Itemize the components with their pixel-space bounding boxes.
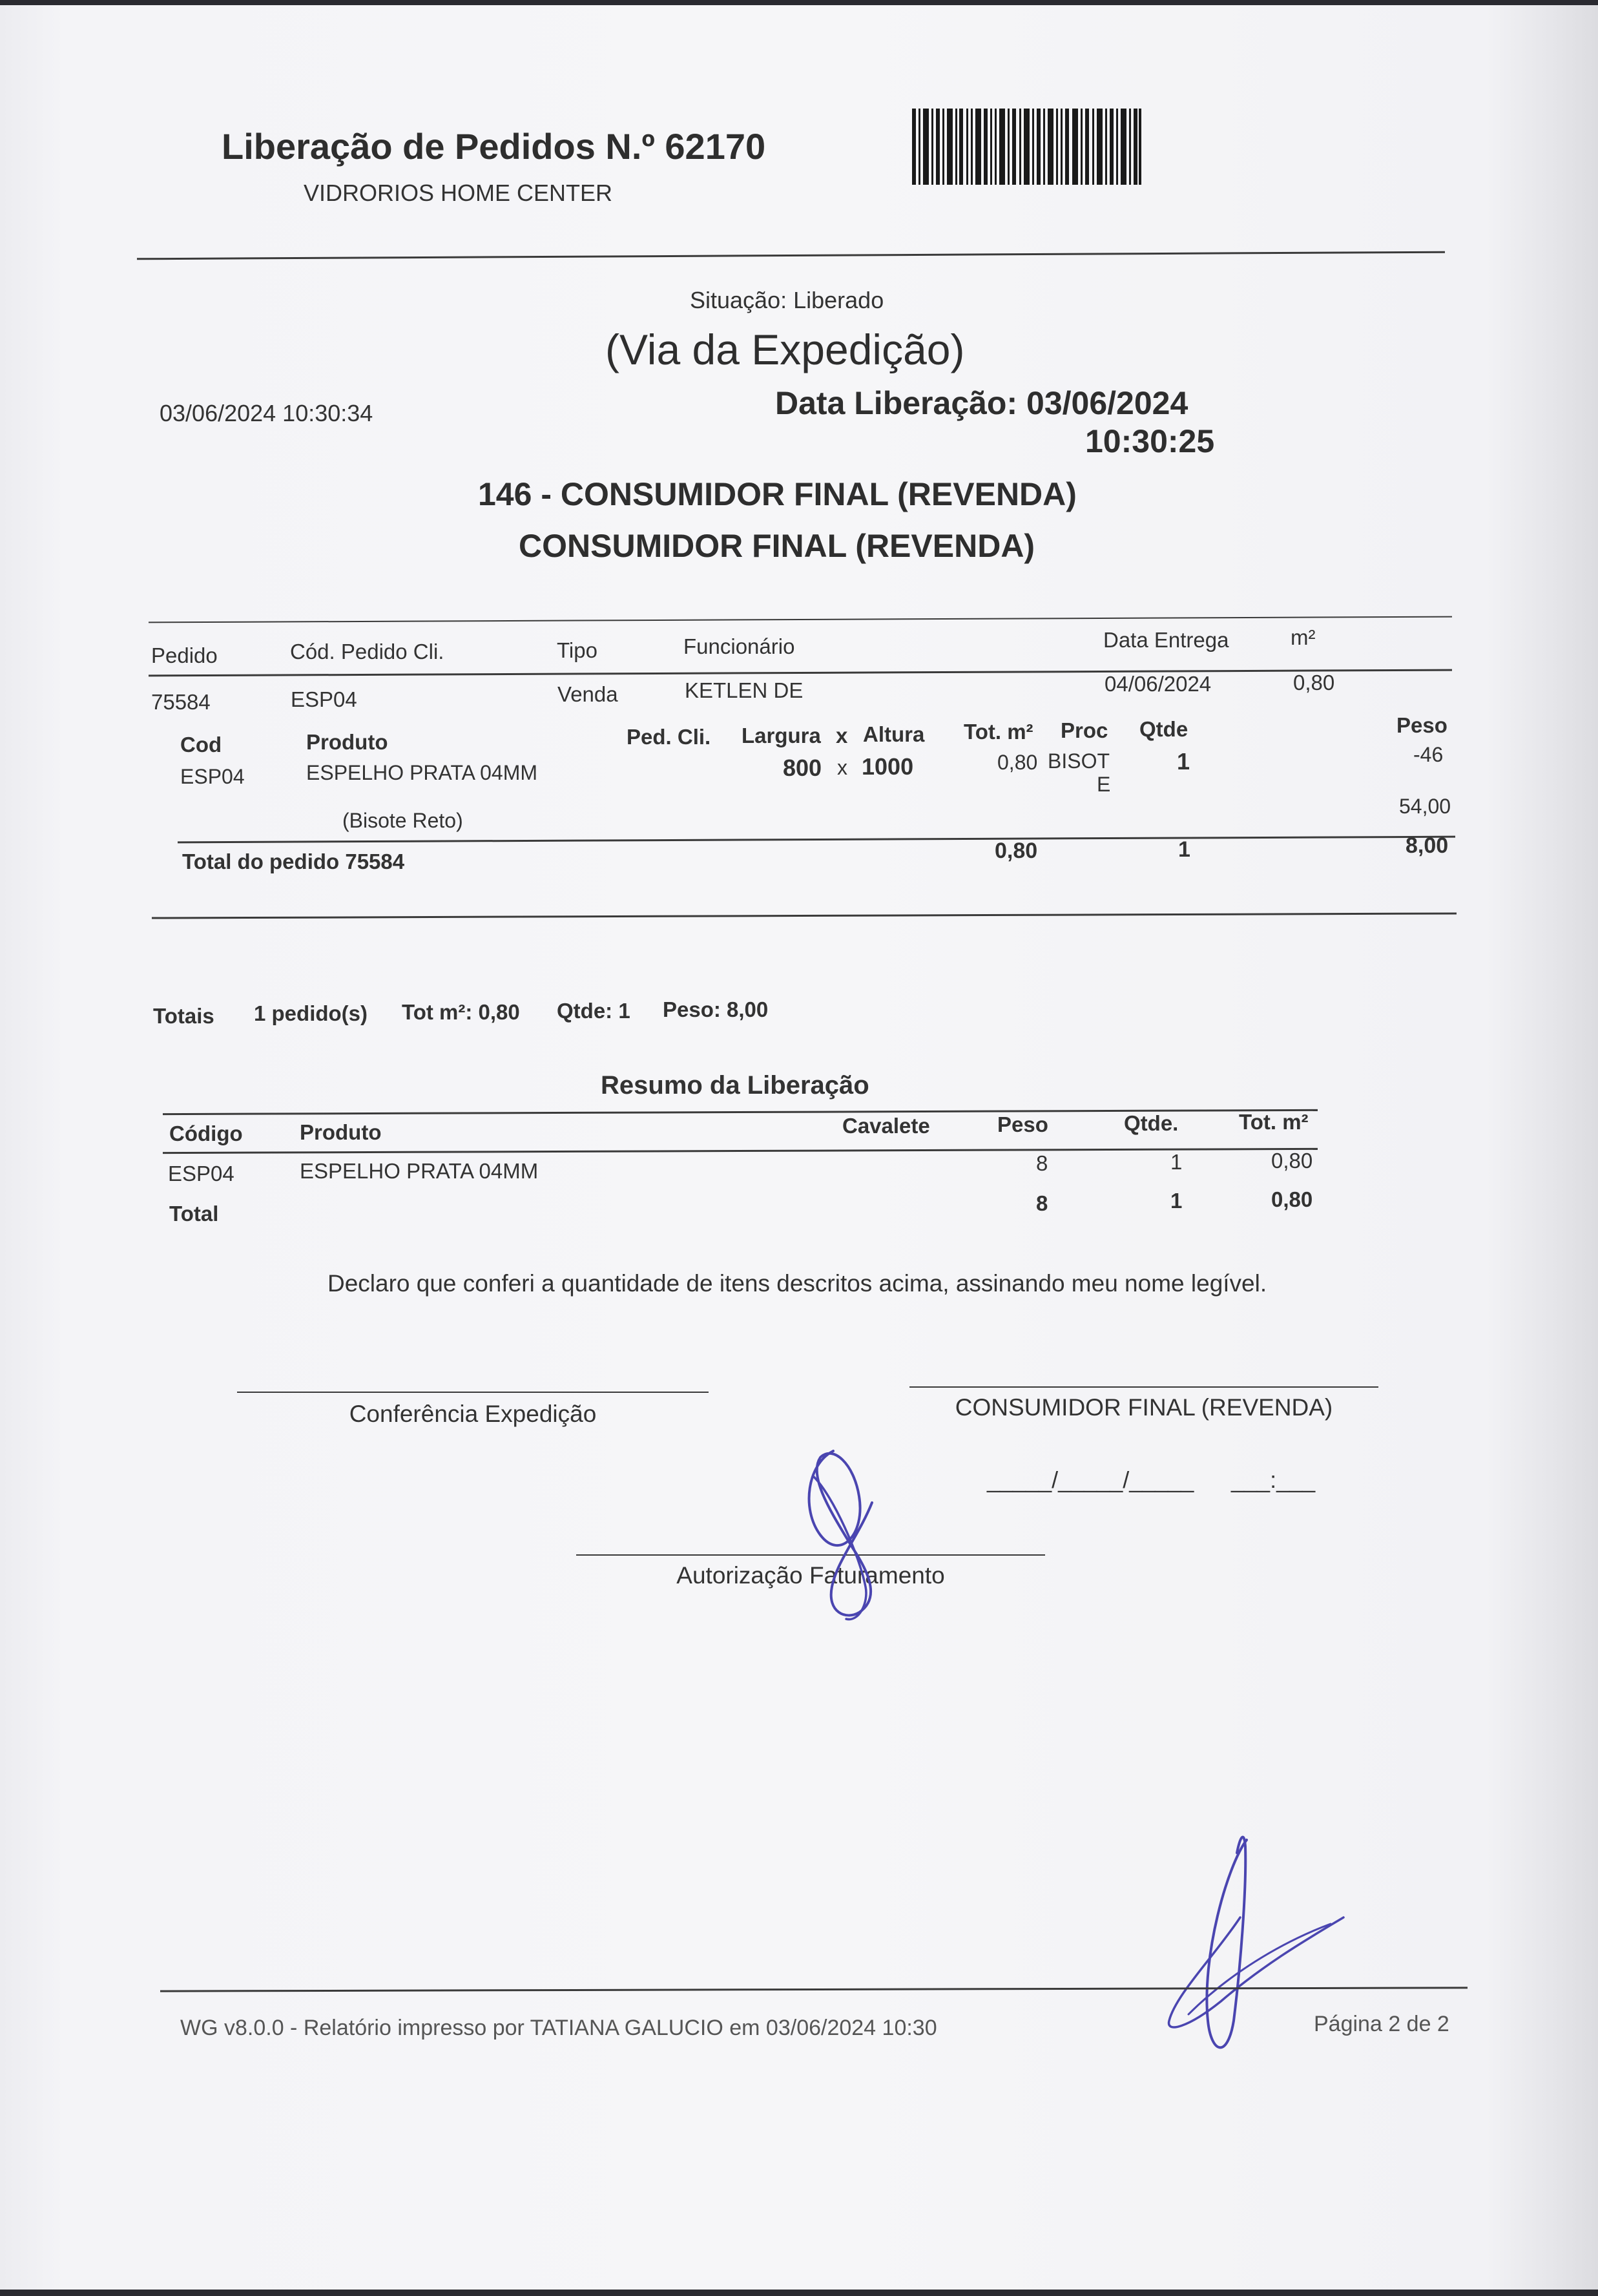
col-header-tipo: Tipo (557, 638, 597, 662)
row-funcionario: KETLEN DE (685, 678, 804, 702)
resumo-row-qtde: 1 (1170, 1150, 1183, 1174)
footer-page: Página 2 de 2 (1314, 2012, 1449, 2036)
order-header-underline (149, 669, 1452, 677)
time-blank: ___:___ (1231, 1466, 1316, 1493)
item-proc-line-2: E (1097, 773, 1111, 796)
item-qtde: 1 (1177, 748, 1190, 775)
item-header-altura: Altura (863, 722, 925, 746)
resumo-row-codigo: ESP04 (168, 1162, 234, 1185)
date-blank: _____/_____/_____ (987, 1466, 1194, 1493)
item-x: x (837, 756, 847, 779)
conferencia-label: Conferência Expedição (349, 1401, 597, 1427)
item-total-line (178, 836, 1455, 844)
item-tot-m2: 0,80 (997, 751, 1038, 774)
order-total-peso: 8,00 (1406, 833, 1449, 858)
item-largura: 800 (783, 755, 822, 781)
item-header-tot-m2: Tot. m² (964, 720, 1033, 744)
declaration-text: Declaro que conferi a quantidade de itens descritos acima, assinando meu nome legível. (327, 1270, 1267, 1297)
order-total-m2: 0,80 (995, 839, 1038, 863)
totais-peso: Peso: 8,00 (663, 997, 769, 1021)
resumo-header-qtde: Qtde. (1124, 1111, 1179, 1135)
resumo-header-produto: Produto (300, 1120, 382, 1144)
resumo-row-peso: 8 (1036, 1151, 1048, 1175)
situacao: Situação: Liberado (690, 287, 884, 313)
document-page (0, 5, 1598, 2290)
totais-m2: Tot m²: 0,80 (402, 1000, 520, 1024)
item-header-qtde: Qtde (1139, 717, 1188, 741)
order-table-top-line (149, 616, 1452, 623)
item-header-produto: Produto (306, 730, 388, 754)
order-total-label: Total do pedido 75584 (182, 850, 405, 873)
item-produto: ESPELHO PRATA 04MM (306, 761, 538, 784)
item-header-proc: Proc (1061, 718, 1108, 742)
row-cod-pedido-cli: ESP04 (291, 687, 357, 711)
data-liberacao-time: 10:30:25 (1085, 423, 1215, 459)
document-title: Liberação de Pedidos N.º 62170 (222, 126, 766, 167)
resumo-title: Resumo da Liberação (601, 1071, 869, 1100)
signature-line-consumidor (909, 1386, 1378, 1388)
item-header-largura: Largura (742, 724, 821, 747)
handwritten-signature-1 (794, 1438, 891, 1625)
footer-left: WG v8.0.0 - Relatório impresso por TATIANA GALUCIO em 03/06/2024 10:30 (180, 2016, 937, 2040)
resumo-row-tot-m2: 0,80 (1271, 1149, 1313, 1173)
row-data-entrega: 04/06/2024 (1105, 672, 1212, 696)
row-tipo: Venda (557, 682, 618, 706)
client-line-1: 146 - CONSUMIDOR FINAL (REVENDA) (478, 476, 1077, 512)
item-header-ped-cli: Ped. Cli. (627, 725, 711, 749)
resumo-row-produto: ESPELHO PRATA 04MM (300, 1159, 539, 1183)
resumo-header-codigo: Código (169, 1122, 243, 1145)
item-peso-2: 54,00 (1399, 795, 1451, 818)
print-datetime: 03/06/2024 10:30:34 (160, 400, 373, 426)
col-header-m2: m² (1291, 625, 1316, 649)
item-header-cod: Cod (180, 733, 222, 757)
item-header-x: x (836, 724, 848, 747)
autorizacao-label: Autorização Faturamento (676, 1562, 945, 1589)
resumo-total-tot-m2: 0,80 (1271, 1187, 1313, 1211)
via-label: (Via da Expedição) (605, 326, 965, 373)
consumidor-label: CONSUMIDOR FINAL (REVENDA) (955, 1394, 1333, 1421)
totais-qtde: Qtde: 1 (557, 999, 630, 1023)
header-divider (137, 251, 1445, 260)
item-altura: 1000 (862, 753, 914, 780)
resumo-total-label: Total (169, 1202, 219, 1226)
col-header-cod-pedido-cli: Cód. Pedido Cli. (290, 640, 444, 663)
totais-label: Totais (153, 1004, 214, 1028)
client-line-2: CONSUMIDOR FINAL (REVENDA) (519, 528, 1035, 564)
resumo-header-cavalete: Cavalete (842, 1114, 930, 1138)
data-liberacao: Data Liberação: 03/06/2024 (775, 385, 1188, 421)
signature-line-conferencia (237, 1392, 709, 1393)
row-m2: 0,80 (1293, 671, 1335, 694)
row-pedido: 75584 (151, 690, 211, 714)
item-header-peso: Peso (1396, 713, 1448, 737)
resumo-header-peso: Peso (997, 1112, 1048, 1136)
item-cod: ESP04 (180, 765, 245, 788)
resumo-header-underline (163, 1148, 1318, 1154)
totais-pedidos: 1 pedido(s) (254, 1001, 368, 1025)
item-proc-line-1: BISOT (1048, 749, 1110, 773)
barcode (912, 109, 1141, 185)
col-header-pedido: Pedido (151, 643, 218, 667)
order-section-divider (152, 912, 1457, 919)
col-header-funcionario: Funcionário (683, 634, 795, 658)
resumo-header-tot-m2: Tot. m² (1239, 1110, 1309, 1134)
col-header-data-entrega: Data Entrega (1103, 628, 1229, 652)
resumo-total-peso: 8 (1036, 1191, 1048, 1215)
item-peso: -46 (1413, 743, 1444, 766)
company-name: VIDRORIOS HOME CENTER (304, 180, 613, 206)
resumo-total-qtde: 1 (1170, 1189, 1183, 1213)
order-total-qtde: 1 (1178, 837, 1190, 862)
item-subdescription: (Bisote Reto) (342, 809, 463, 832)
